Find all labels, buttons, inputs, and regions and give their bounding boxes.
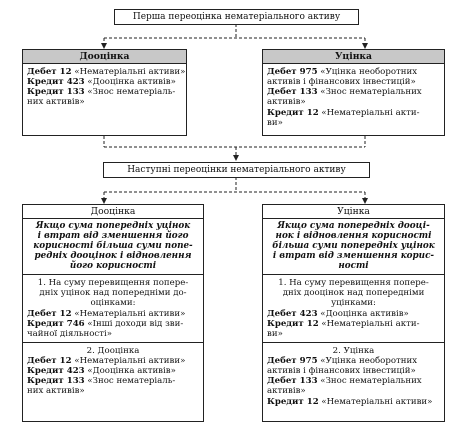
account-label: Кредит 133 xyxy=(27,87,85,98)
condition-line: ності xyxy=(338,261,369,272)
account-description: «Дооцінка активів» xyxy=(317,308,409,319)
account-description: «Уцінка необоротних xyxy=(317,356,418,367)
step-title-line: 2. Уцінка xyxy=(332,345,375,356)
condition-line: редніх дооцінок і відновлення xyxy=(34,251,192,262)
next-upward-header: Дооцінка xyxy=(23,205,203,219)
account-label: Дебет 423 xyxy=(267,308,318,319)
account-label: Кредит 12 xyxy=(267,396,319,407)
first-revaluation-title: Перша переоцінка нематеріального активу xyxy=(114,9,359,25)
first-downward-entries xyxy=(263,64,444,131)
entry-line xyxy=(267,397,440,407)
entry-line xyxy=(27,376,199,386)
condition-line: Якщо сума попередніх дооці- xyxy=(277,221,430,231)
account-label: Дебет 12 xyxy=(27,308,72,319)
condition-line: і втрат від зменшення корис- xyxy=(272,251,435,262)
entry-line xyxy=(267,329,440,339)
entry-line xyxy=(27,329,199,339)
entry-line xyxy=(27,309,199,319)
account-description: «Нематеріальні активи» xyxy=(71,356,186,367)
account-label: Кредит 423 xyxy=(27,77,85,88)
account-description: «Дооцінка активів» xyxy=(84,366,176,377)
condition-line: і втрат від зменшення його xyxy=(37,231,189,242)
next-upward-condition xyxy=(23,219,203,275)
condition-line: більша суми попередніх уцінок xyxy=(272,241,435,252)
account-description: «Нематеріальні акти- xyxy=(318,107,420,118)
account-description: «Інші доходи від зви- xyxy=(84,318,184,329)
account-label: Кредит 423 xyxy=(27,366,85,377)
account-description: «Знос нематеріальних xyxy=(317,87,422,98)
next-downward-header: Уцінка xyxy=(263,205,444,219)
condition-line: корисності більша суми попе- xyxy=(33,241,193,252)
first-downward-header: Уцінка xyxy=(263,50,444,64)
condition-line: Якщо сума попередніх уцінок xyxy=(35,221,191,231)
account-label: Дебет 133 xyxy=(267,87,318,98)
step-title-line: уцінками: xyxy=(331,298,376,309)
first-downward-box xyxy=(262,49,445,136)
entry-line xyxy=(27,97,182,107)
step-title-line: 1. На суму перевищення попере- xyxy=(278,278,429,289)
account-label: Кредит 746 xyxy=(27,318,85,329)
account-label: Дебет 12 xyxy=(27,356,72,367)
account-label: Дебет 133 xyxy=(267,376,318,387)
entry-line xyxy=(267,118,440,128)
condition-line: його корисності xyxy=(69,261,157,272)
account-description: «Дооцінка активів» xyxy=(84,77,176,88)
account-description: «Нематеріальні активи» xyxy=(318,396,433,407)
entry-line xyxy=(27,356,199,366)
entry-line xyxy=(27,67,186,77)
account-description: «Уцінка необоротних xyxy=(317,67,418,77)
entry-line xyxy=(267,356,440,366)
account-label: Кредит 12 xyxy=(267,318,319,329)
account-description: активів» xyxy=(267,97,306,108)
entry-line xyxy=(267,376,440,386)
account-description: ви» xyxy=(267,328,283,339)
entry-line xyxy=(27,87,182,97)
account-description: активів» xyxy=(267,386,306,397)
entry-line xyxy=(267,386,440,396)
account-description: активів і фінансових інвестицій» xyxy=(267,77,416,88)
entry-line xyxy=(267,366,440,376)
entry-line xyxy=(267,77,440,87)
account-description: «Нематеріальні активи» xyxy=(71,308,186,319)
entry-line xyxy=(27,366,199,376)
first-upward-box xyxy=(22,49,187,136)
next-upward-step-1 xyxy=(23,275,203,342)
next-downward-box xyxy=(262,204,445,422)
step-title-line: 1. На суму перевищення попере- xyxy=(37,278,189,289)
entry-line xyxy=(267,319,440,329)
account-label: Дебет 12 xyxy=(27,67,72,77)
entry-line xyxy=(27,319,199,329)
next-upward-box xyxy=(22,204,204,422)
entry-line xyxy=(27,77,182,87)
account-description: «Знос нематеріаль- xyxy=(84,376,176,387)
entry-line xyxy=(267,97,440,107)
first-upward-header: Дооцінка xyxy=(23,50,186,64)
first-upward-entries xyxy=(23,64,186,111)
entry-line xyxy=(267,309,440,319)
account-label: Дебет 975 xyxy=(267,67,318,77)
account-description: «Нематеріальні активи» xyxy=(71,67,186,77)
step-title-line: дніх уцінок над попередніми до- xyxy=(39,288,187,299)
entry-line xyxy=(267,67,440,77)
account-description: чайної діяльності» xyxy=(27,328,112,339)
step-title-line: 2. Дооцінка xyxy=(86,345,140,356)
account-label: Кредит 133 xyxy=(27,376,85,387)
account-description: них активів» xyxy=(27,97,85,108)
condition-line: нок і відновлення корисності xyxy=(275,231,432,242)
next-downward-step-1 xyxy=(263,275,444,342)
account-description: них активів» xyxy=(27,386,85,397)
account-description: активів і фінансових інвестицій» xyxy=(267,366,416,377)
next-revaluation-title: Наступні переоцінки нематеріального активу xyxy=(103,162,370,178)
entry-line xyxy=(267,87,440,97)
step-title-line: дніх дооцінок над попередніми xyxy=(282,288,425,299)
account-description: «Нематеріальні акти- xyxy=(318,318,420,329)
account-label: Дебет 975 xyxy=(267,356,318,367)
next-upward-step-2 xyxy=(23,342,203,400)
step-title-line: оцінками: xyxy=(90,298,136,309)
account-label: Кредит 12 xyxy=(267,107,319,118)
entry-line xyxy=(27,386,199,396)
account-description: ви» xyxy=(267,117,283,128)
entry-line xyxy=(267,108,440,118)
next-downward-condition xyxy=(263,219,444,275)
next-downward-step-2 xyxy=(263,342,444,410)
account-description: «Знос нематеріальних xyxy=(317,376,422,387)
account-description: «Знос нематеріаль- xyxy=(84,87,176,98)
